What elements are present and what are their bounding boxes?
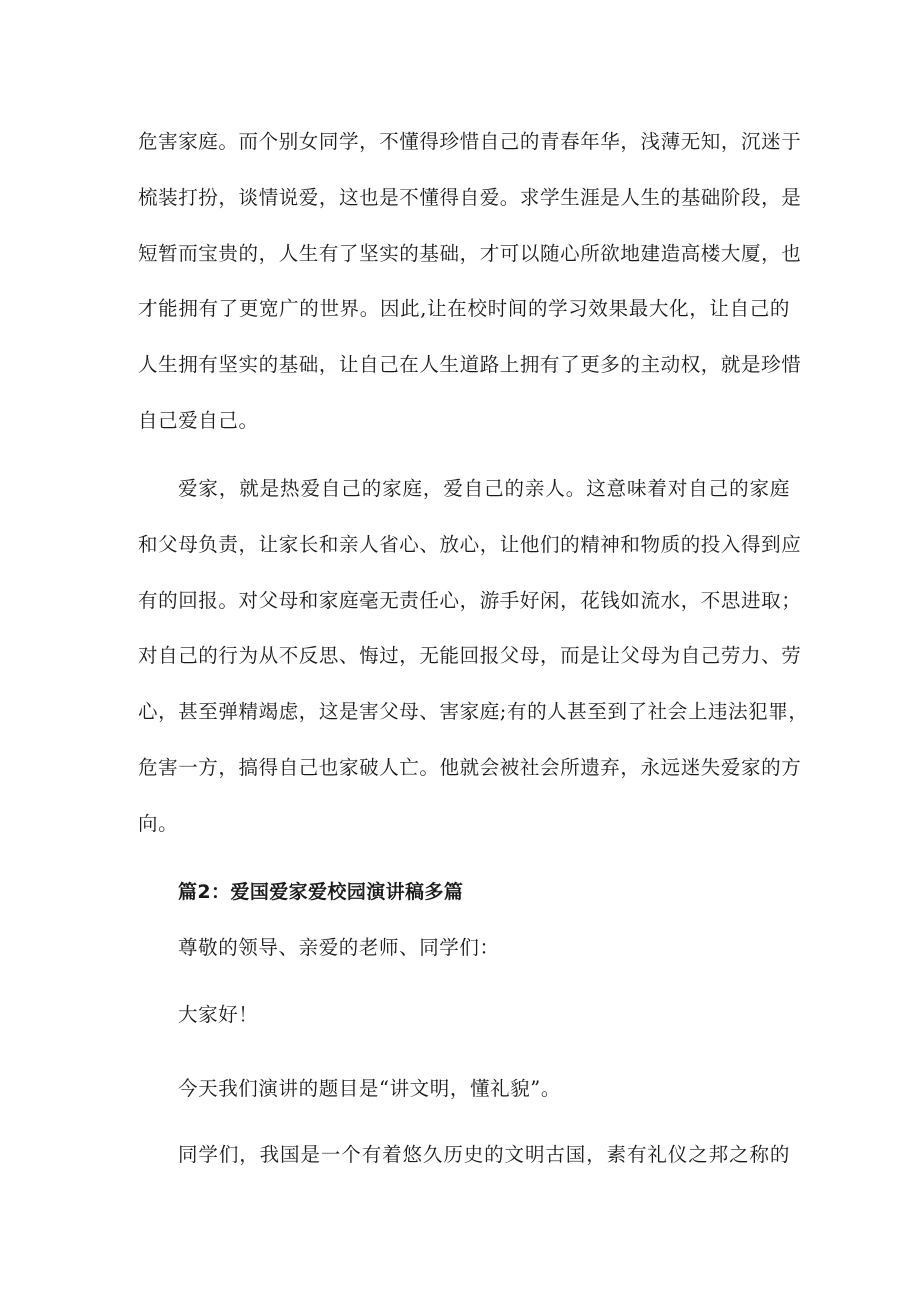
paragraph-1-line-3: 短暂而宝贵的，人生有了坚实的基础，才可以随心所欲地建造高楼大厦，也 xyxy=(138,242,802,265)
paragraph-2-line-1: 爱家，就是热爱自己的家庭，爱自己的亲人。这意味着对自己的家庭 xyxy=(178,477,790,500)
paragraph-1-line-4: 才能拥有了更宽广的世界。因此,让在校时间的学习效果最大化，让自己的 xyxy=(138,297,790,320)
paragraph-2-line-6: 危害一方，搞得自己也家破人亡。他就会被社会所遗弃，永远迷失爱家的方 xyxy=(138,756,802,779)
paragraph-1-line-2: 梳装打扮，谈情说爱，这也是不懂得自爱。求学生涯是人生的基础阶段，是 xyxy=(138,186,802,209)
paragraph-2-line-4: 对自己的行为从不反思、悔过，无能回报父母，而是让父母为自己劳力、劳 xyxy=(138,644,802,667)
salutation: 尊敬的领导、亲爱的老师、同学们： xyxy=(178,936,500,959)
paragraph-1-line-5: 人生拥有坚实的基础，让自己在人生道路上拥有了更多的主动权，就是珍惜 xyxy=(138,353,802,376)
greeting: 大家好！ xyxy=(178,1003,259,1026)
paragraph-1-line-1: 危害家庭。而个别女同学，不懂得珍惜自己的青春年华，浅薄无知，沉迷于 xyxy=(138,130,802,153)
paragraph-1-line-6: 自己爱自己。 xyxy=(138,409,259,432)
paragraph-2-line-7: 向。 xyxy=(138,812,179,835)
paragraph-2-line-3: 有的回报。对父母和家庭毫无责任心，游手好闲，花钱如流水，不思进取； xyxy=(138,589,802,612)
paragraph-2-line-2: 和父母负责，让家长和亲人省心、放心，让他们的精神和物质的投入得到应 xyxy=(138,533,802,556)
paragraph-3-line-1: 同学们，我国是一个有着悠久历史的文明古国，素有礼仪之邦之称的 xyxy=(178,1143,790,1166)
paragraph-2-line-5: 心，甚至弹精竭虑，这是害父母、害家庭;有的人甚至到了社会上违法犯罪， xyxy=(138,700,809,723)
topic-line: 今天我们演讲的题目是“讲文明，懂礼貌”。 xyxy=(178,1077,561,1100)
section-heading: 篇2：爱国爱家爱校园演讲稿多篇 xyxy=(178,881,464,903)
